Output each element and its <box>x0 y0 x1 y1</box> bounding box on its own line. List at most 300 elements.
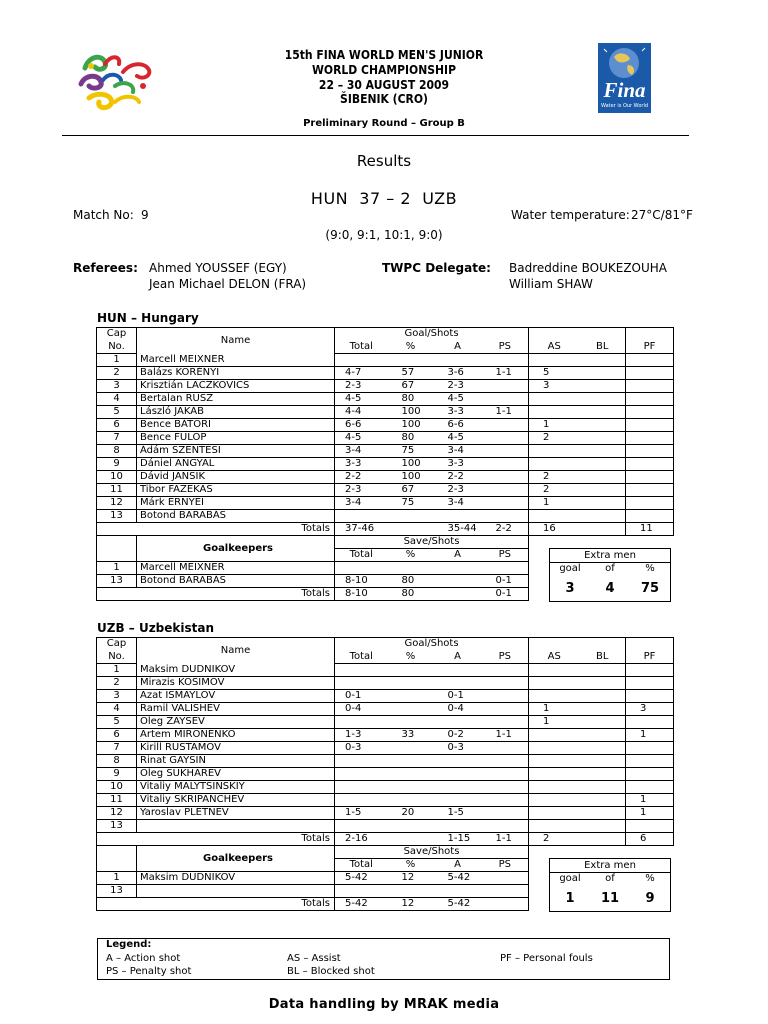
gk-header-ps: PS <box>482 549 529 562</box>
fina-tagline: Water is Our World <box>600 103 649 109</box>
gk-header-total: Total <box>335 859 388 872</box>
total-total: 2-16 <box>335 833 388 846</box>
header-as: AS <box>529 651 580 664</box>
stat-a <box>434 354 482 367</box>
total-a: 1-15 <box>434 833 482 846</box>
cap-number: 13 <box>97 575 137 588</box>
player-name: Maksim DUDNIKOV <box>137 664 335 677</box>
stat-as <box>529 510 580 523</box>
stat-pf <box>626 820 674 833</box>
stat-pct: 100 <box>388 458 434 471</box>
stat-a: 2-2 <box>434 471 482 484</box>
stat-pct: 100 <box>388 419 434 432</box>
stat-as <box>529 354 580 367</box>
stat-a: 3-6 <box>434 367 482 380</box>
table-row <box>97 716 674 729</box>
goalkeeper-name: Botond BARABÁS <box>137 575 335 588</box>
header-save-shots: Save/Shots <box>335 846 529 859</box>
cap-number: 1 <box>97 872 137 885</box>
total-a: 35-44 <box>434 523 482 536</box>
stat-as <box>529 794 580 807</box>
stat-pct: 20 <box>388 807 434 820</box>
stat-pct <box>388 703 434 716</box>
table-row <box>97 406 674 419</box>
stat-a: 3-3 <box>434 406 482 419</box>
extra-men-goal-label: goal <box>559 563 581 574</box>
gk-header-total: Total <box>335 549 388 562</box>
gk-blank-right <box>529 536 674 549</box>
stat-pct: 75 <box>388 497 434 510</box>
cap-number: 1 <box>97 354 137 367</box>
championship-venue: ŠIBENIK (CRO) <box>340 92 428 106</box>
gk-stat-a <box>434 575 482 588</box>
table-row <box>97 664 674 677</box>
stat-pf: 1 <box>626 807 674 820</box>
gk-header-pct: % <box>388 549 434 562</box>
extra-men-box <box>549 858 671 912</box>
championship-name-line2: WORLD CHAMPIONSHIP <box>312 63 456 77</box>
table-row <box>97 445 674 458</box>
table-row <box>97 419 674 432</box>
stat-ps <box>482 716 529 729</box>
cap-number: 3 <box>97 380 137 393</box>
gk-header-a: A <box>434 549 482 562</box>
cap-number: 12 <box>97 807 137 820</box>
header-goal-shots: Goal/Shots <box>335 328 529 341</box>
table-row <box>97 471 674 484</box>
total-pf: 6 <box>626 833 674 846</box>
gk-stat-pct: 80 <box>388 575 434 588</box>
header-name: Name <box>137 638 335 664</box>
stat-pct <box>388 781 434 794</box>
table-row <box>97 807 674 820</box>
cap-number: 4 <box>97 703 137 716</box>
gk-stat-ps <box>482 885 529 898</box>
stat-ps <box>482 768 529 781</box>
stat-as <box>529 820 580 833</box>
stat-pct <box>388 742 434 755</box>
stat-as <box>529 768 580 781</box>
gk-total-a <box>434 588 482 601</box>
gk-total-ps <box>482 898 529 911</box>
stat-a: 3-4 <box>434 445 482 458</box>
stat-a: 0-2 <box>434 729 482 742</box>
gk-stat-total <box>335 562 388 575</box>
stat-pf <box>626 419 674 432</box>
stat-bl <box>580 367 626 380</box>
stat-as <box>529 406 580 419</box>
gk-header-pct: % <box>388 859 434 872</box>
stat-total <box>335 354 388 367</box>
table-row <box>97 484 674 497</box>
water-temp-label: Water temperature: <box>511 208 630 222</box>
stat-total: 0-1 <box>335 690 388 703</box>
stat-as <box>529 807 580 820</box>
gk-stat-pct <box>388 885 434 898</box>
stat-total: 3-4 <box>335 445 388 458</box>
stat-pf <box>626 781 674 794</box>
stat-total: 6-6 <box>335 419 388 432</box>
gk-stat-ps <box>482 872 529 885</box>
page-title: Results <box>356 152 412 170</box>
extra-men-title: Extra men <box>584 860 636 871</box>
cap-number: 6 <box>97 419 137 432</box>
stat-a: 0-4 <box>434 703 482 716</box>
stat-a <box>434 781 482 794</box>
gk-totals-label: Totals <box>97 588 335 601</box>
gk-stat-a: 5-42 <box>447 872 471 883</box>
stat-pct: 100 <box>388 406 434 419</box>
stat-total: 2-3 <box>335 380 388 393</box>
table-row <box>97 742 674 755</box>
gk-header: Goalkeepers <box>137 536 335 562</box>
player-name: Oleg SUKHAREV <box>137 768 335 781</box>
stat-total <box>335 510 388 523</box>
player-name: Balázs KORÉNYI <box>137 367 335 380</box>
table-row <box>97 729 674 742</box>
delegate-label: TWPC Delegate: <box>382 261 491 275</box>
extra-men-box <box>549 548 671 602</box>
table-row <box>97 380 674 393</box>
cap-number: 1 <box>97 562 137 575</box>
legend-box <box>97 938 670 980</box>
stat-bl <box>580 406 626 419</box>
stat-ps <box>482 432 529 445</box>
stat-pf <box>626 716 674 729</box>
stat-pf <box>626 354 674 367</box>
extra-men-of-label: of <box>605 873 615 884</box>
stat-a: 1-5 <box>434 807 482 820</box>
table-row <box>97 677 674 690</box>
table-row <box>97 781 674 794</box>
stat-ps <box>482 820 529 833</box>
stat-bl <box>580 664 626 677</box>
stat-as: 2 <box>529 471 580 484</box>
player-name: László JAKAB <box>137 406 335 419</box>
stat-pf <box>626 497 674 510</box>
stat-a: 4-5 <box>434 393 482 406</box>
stat-pct: 67 <box>388 380 434 393</box>
stat-a <box>434 820 482 833</box>
stat-as <box>529 393 580 406</box>
stat-total <box>335 677 388 690</box>
totals-label: Totals <box>97 833 335 846</box>
header-as: AS <box>529 341 580 354</box>
footer-credit: Data handling by MRAK media <box>268 997 500 1012</box>
header-pct: % <box>388 341 434 354</box>
stat-ps <box>482 742 529 755</box>
stat-total: 0-4 <box>335 703 388 716</box>
cap-number: 2 <box>97 677 137 690</box>
header-no: No. <box>97 341 137 354</box>
stat-total: 2-2 <box>335 471 388 484</box>
player-name: Marcell MEIXNER <box>137 354 335 367</box>
stat-pct: 75 <box>388 445 434 458</box>
stat-pf <box>626 484 674 497</box>
stat-pf <box>626 471 674 484</box>
table-row <box>97 820 674 833</box>
team-title: UZB – Uzbekistan <box>97 621 215 635</box>
referee-1: Ahmed YOUSSEF (EGY) <box>149 261 287 275</box>
total-as: 16 <box>529 523 580 536</box>
stat-pf <box>626 768 674 781</box>
stat-a <box>434 677 482 690</box>
stat-ps <box>482 690 529 703</box>
stat-as <box>529 755 580 768</box>
stat-pf: 3 <box>626 703 674 716</box>
match-no-value: 9 <box>141 208 149 222</box>
stat-pf: 1 <box>626 794 674 807</box>
stat-total: 0-3 <box>335 742 388 755</box>
cap-number: 7 <box>97 742 137 755</box>
legend-pf: PF – Personal fouls <box>500 953 593 964</box>
stat-bl <box>580 354 626 367</box>
stat-as: 1 <box>529 703 580 716</box>
stat-a <box>434 716 482 729</box>
stat-total <box>335 664 388 677</box>
table-row <box>97 510 674 523</box>
header-total: Total <box>335 341 388 354</box>
gk-total-ps: 0-1 <box>482 588 529 601</box>
total-bl <box>580 833 626 846</box>
gk-header-ps: PS <box>482 859 529 872</box>
header-bl: BL <box>580 651 626 664</box>
cap-number: 8 <box>97 445 137 458</box>
stat-ps <box>482 393 529 406</box>
stat-pf <box>626 690 674 703</box>
stat-ps: 1-1 <box>482 367 529 380</box>
cap-number: 9 <box>97 458 137 471</box>
stat-ps <box>482 484 529 497</box>
stat-pct <box>388 755 434 768</box>
total-as: 2 <box>529 833 580 846</box>
stat-ps: 1-1 <box>482 729 529 742</box>
water-temp-value: 27°C/81°F <box>631 208 693 222</box>
stat-total: 4-7 <box>335 367 388 380</box>
stat-a <box>434 794 482 807</box>
totals-row <box>97 833 674 846</box>
total-pct <box>388 523 434 536</box>
gk-header: Goalkeepers <box>137 846 335 872</box>
gk-stat-pct <box>388 562 434 575</box>
player-name: Oleg ZAYSEV <box>137 716 335 729</box>
stat-pf <box>626 393 674 406</box>
stat-total <box>335 820 388 833</box>
stat-as <box>529 445 580 458</box>
stat-total <box>335 781 388 794</box>
gk-header-a: A <box>434 859 482 872</box>
stat-ps <box>482 794 529 807</box>
gk-total-total: 8-10 <box>335 588 388 601</box>
stat-bl <box>580 497 626 510</box>
goalkeeper-name: Marcell MEIXNER <box>137 562 335 575</box>
cap-number: 11 <box>97 794 137 807</box>
gk-stat-total: 5-42 <box>335 872 388 885</box>
cap-number: 11 <box>97 484 137 497</box>
total-pct <box>388 833 434 846</box>
stat-pct <box>388 768 434 781</box>
stat-total: 4-5 <box>335 432 388 445</box>
stat-total: 1-3 <box>335 729 388 742</box>
cap-number: 13 <box>97 510 137 523</box>
header-cap: Cap <box>97 328 137 341</box>
header-ps: PS <box>482 651 529 664</box>
stat-bl <box>580 794 626 807</box>
stat-pf <box>626 677 674 690</box>
stat-total: 4-5 <box>335 393 388 406</box>
extra-men-of-value: 4 <box>605 581 615 596</box>
extra-men-pct-value: 9 <box>645 891 655 906</box>
table-row <box>97 703 674 716</box>
stat-ps <box>482 755 529 768</box>
table-row <box>97 794 674 807</box>
stat-bl <box>580 781 626 794</box>
stat-total: 3-3 <box>335 458 388 471</box>
cap-number: 5 <box>97 716 137 729</box>
header-total: Total <box>335 651 388 664</box>
table-row <box>97 755 674 768</box>
stat-a <box>434 664 482 677</box>
stat-bl <box>580 716 626 729</box>
stat-ps <box>482 807 529 820</box>
stat-pct: 67 <box>388 484 434 497</box>
gk-blank <box>97 549 137 562</box>
stat-bl <box>580 820 626 833</box>
goalkeeper-name: Maksim DUDNIKOV <box>137 872 335 885</box>
stat-total <box>335 794 388 807</box>
stat-pf <box>626 742 674 755</box>
stat-as <box>529 690 580 703</box>
stat-as <box>529 677 580 690</box>
stat-pct: 80 <box>388 393 434 406</box>
total-pf: 11 <box>626 523 674 536</box>
player-name <box>137 820 335 833</box>
header-ps: PS <box>482 341 529 354</box>
fina-logo <box>598 43 651 113</box>
gk-stat-total <box>335 885 388 898</box>
player-name: Azat ISMAYLOV <box>137 690 335 703</box>
stat-bl <box>580 729 626 742</box>
stat-as: 2 <box>529 432 580 445</box>
header-blank <box>626 638 674 651</box>
cap-number: 13 <box>97 885 137 898</box>
stat-pf <box>626 458 674 471</box>
extra-men-of-label: of <box>605 563 615 574</box>
extra-men-pct-label: % <box>645 873 655 884</box>
stat-a <box>434 510 482 523</box>
player-name: Krisztián LACZKOVICS <box>137 380 335 393</box>
match-score: HUN 37 – 2 UZB <box>310 189 458 208</box>
stat-pct <box>388 510 434 523</box>
cap-number: 10 <box>97 781 137 794</box>
stat-a: 4-5 <box>434 432 482 445</box>
stat-ps <box>482 510 529 523</box>
gk-blank-right <box>529 846 674 859</box>
gk-total-total: 5-42 <box>335 898 388 911</box>
player-name: Rinat GAYSIN <box>137 755 335 768</box>
stat-as <box>529 664 580 677</box>
gk-blank <box>97 859 137 872</box>
player-name: Bertalan RUSZ <box>137 393 335 406</box>
stat-a: 2-3 <box>434 380 482 393</box>
stat-ps: 1-1 <box>482 406 529 419</box>
stat-pf <box>626 510 674 523</box>
stat-as: 1 <box>529 497 580 510</box>
total-bl <box>580 523 626 536</box>
stat-bl <box>580 742 626 755</box>
stat-total: 2-3 <box>335 484 388 497</box>
stat-ps <box>482 497 529 510</box>
stat-pf <box>626 432 674 445</box>
stat-bl <box>580 768 626 781</box>
championship-name-line1: 15th FINA WORLD MEN'S JUNIOR <box>284 48 484 62</box>
gk-stat-a <box>434 562 482 575</box>
stat-as: 1 <box>529 419 580 432</box>
cap-number: 6 <box>97 729 137 742</box>
table-row <box>97 432 674 445</box>
player-name: Kirill RUSTAMOV <box>137 742 335 755</box>
stat-ps <box>482 677 529 690</box>
stat-pct: 100 <box>388 471 434 484</box>
stat-bl <box>580 393 626 406</box>
stat-a: 0-1 <box>434 690 482 703</box>
header-goal-shots: Goal/Shots <box>335 638 529 651</box>
table-row <box>97 354 674 367</box>
legend-title: Legend: <box>106 939 152 950</box>
stat-bl <box>580 807 626 820</box>
header-bl: BL <box>580 341 626 354</box>
stat-bl <box>580 510 626 523</box>
player-name: Ramil VALISHEV <box>137 703 335 716</box>
player-name: Tibor FAZEKAS <box>137 484 335 497</box>
cap-number: 12 <box>97 497 137 510</box>
championship-dates: 22 – 30 AUGUST 2009 <box>318 78 450 92</box>
gk-stat-ps <box>482 562 529 575</box>
player-name: Artem MIRONENKO <box>137 729 335 742</box>
stat-pf: 1 <box>626 729 674 742</box>
header-no: No. <box>97 651 137 664</box>
table-row <box>97 690 674 703</box>
legend-as: AS – Assist <box>287 953 341 964</box>
stat-a: 2-3 <box>434 484 482 497</box>
player-name: Vitaliy SKRIPANCHEV <box>137 794 335 807</box>
stat-bl <box>580 432 626 445</box>
extra-men-pct-value: 75 <box>640 581 660 596</box>
stat-as <box>529 781 580 794</box>
stat-as: 1 <box>529 716 580 729</box>
referee-2: Jean Michael DELON (FRA) <box>149 277 307 291</box>
table-row <box>97 458 674 471</box>
stat-ps <box>482 471 529 484</box>
extra-men-pct-label: % <box>645 563 655 574</box>
stat-total: 3-4 <box>335 497 388 510</box>
stat-bl <box>580 419 626 432</box>
stat-as: 2 <box>529 484 580 497</box>
stat-bl <box>580 445 626 458</box>
player-name: Bence FÜLÖP <box>137 432 335 445</box>
cap-number: 5 <box>97 406 137 419</box>
stat-total <box>335 768 388 781</box>
stat-pct <box>388 354 434 367</box>
stat-pct <box>388 794 434 807</box>
legend-a: A – Action shot <box>106 953 181 964</box>
stat-bl <box>580 755 626 768</box>
table-row <box>97 768 674 781</box>
gk-total-pct: 80 <box>388 588 434 601</box>
gk-blank <box>97 846 137 859</box>
total-total: 37-46 <box>335 523 388 536</box>
header-blank <box>529 638 626 651</box>
